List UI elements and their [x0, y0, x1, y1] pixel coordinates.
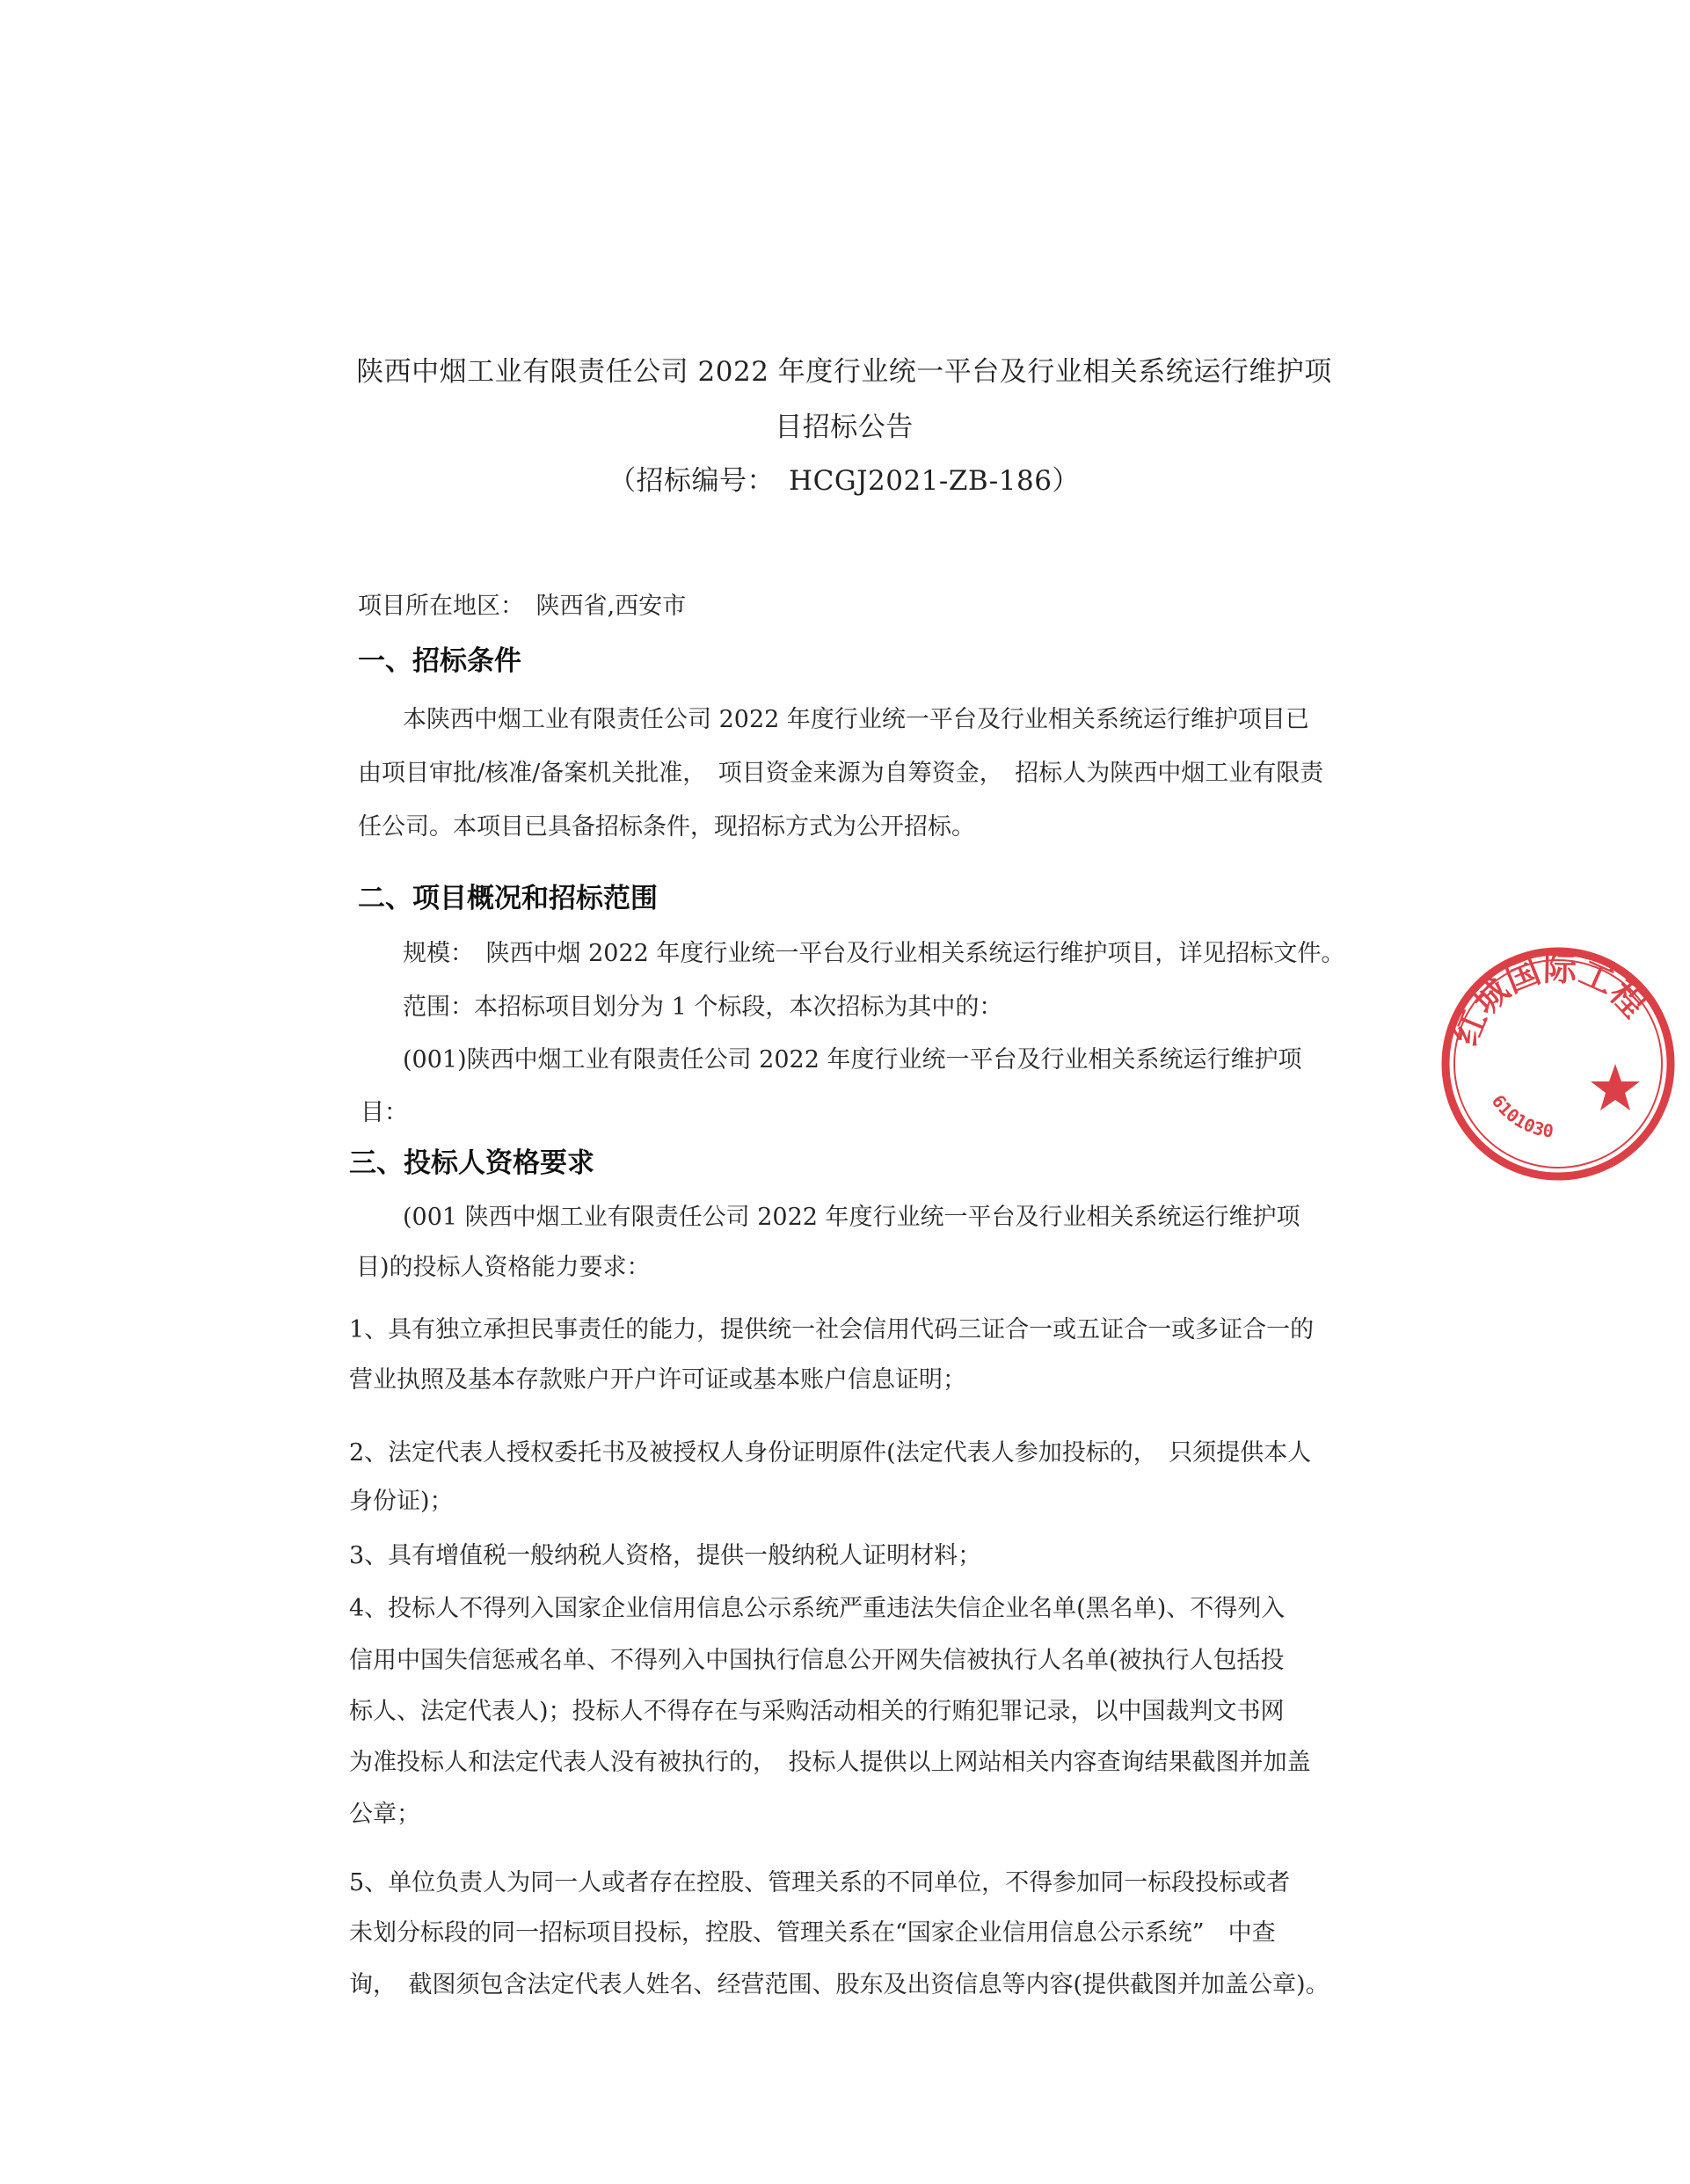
tender-number: （招标编号： HCGJ2021-ZB-186） — [608, 465, 1080, 497]
requirement-4-line: 标人、法定代表人)；投标人不得存在与采购活动相关的行贿犯罪记录，以中国裁判文书网 — [349, 1698, 1285, 1725]
section-3-heading: 三、投标人资格要求 — [349, 1147, 594, 1179]
company-seal-stamp — [1426, 932, 1690, 1196]
section-3-intro-line: (001 陕西中烟工业有限责任公司 2022 年度行业统一平台及行业相关系统运行维护项 — [403, 1204, 1300, 1231]
requirement-5-line: 询， 截图须包含法定代表人姓名、经营范围、股东及出资信息等内容(提供截图并加盖公章)。 — [349, 1971, 1329, 1998]
section-2-line: 规模： 陕西中烟 2022 年度行业统一平台及行业相关系统运行维护项目，详见招标文件。 — [403, 940, 1345, 967]
requirement-4-line: 4、投标人不得列入国家企业信用信息公示系统严重违法失信企业名单(黑名单)、不得列入 — [349, 1595, 1286, 1622]
section-2-line: (001)陕西中烟工业有限责任公司 2022 年度行业统一平台及行业相关系统运行维护项 — [403, 1046, 1302, 1074]
requirement-4-line: 为准投标人和法定代表人没有被执行的， 投标人提供以上网站相关内容查询结果截图并加盖 — [349, 1749, 1311, 1776]
requirement-5-line: 5、单位负责人为同一人或者存在控股、管理关系的不同单位，不得参加同一标段投标或者 — [349, 1869, 1291, 1896]
document-title-line-1: 陕西中烟工业有限责任公司 2022 年度行业统一平台及行业相关系统运行维护项 — [356, 356, 1332, 388]
section-2-heading: 二、项目概况和招标范围 — [358, 883, 658, 914]
section-1-heading: 一、招标条件 — [358, 645, 521, 677]
section-1-line: 任公司。本项目已具备招标条件，现招标方式为公开招标。 — [358, 813, 975, 841]
section-1-line: 由项目审批/核准/备案机关批准， 项目资金来源为自筹资金， 招标人为陕西中烟工业有限责 — [358, 760, 1324, 787]
section-2-line: 目： — [361, 1099, 408, 1126]
seal-code-text: 6101030 — [1487, 1090, 1555, 1142]
section-1-line: 本陕西中烟工业有限责任公司 2022 年度行业统一平台及行业相关系统运行维护项目已 — [403, 706, 1309, 733]
requirement-1-line: 1、具有独立承担民事责任的能力，提供统一社会信用代码三证合一或五证合一或多证合一的 — [349, 1316, 1315, 1343]
requirement-3-line: 3、具有增值税一般纳税人资格，提供一般纳税人证明材料； — [349, 1542, 982, 1569]
seal-star-icon — [1591, 1064, 1640, 1110]
requirement-1-line: 营业执照及基本存款账户开户许可证或基本账户信息证明； — [349, 1366, 966, 1394]
document-title-line-2: 目招标公告 — [775, 411, 914, 443]
section-3-intro-line: 目)的投标人资格能力要求： — [356, 1254, 651, 1281]
section-2-line: 范围：本招标项目划分为 1 个标段，本次招标为其中的： — [403, 994, 1003, 1021]
seal-name-text: 红城国际工程 — [1446, 949, 1654, 1052]
requirement-4-line: 公章； — [349, 1801, 420, 1828]
requirement-2-line: 2、法定代表人授权委托书及被授权人身份证明原件(法定代表人参加投标的， 只须提供本人 — [349, 1439, 1312, 1467]
requirement-5-line: 未划分标段的同一招标项目投标，控股、管理关系在“国家企业信用信息公示系统” 中查 — [349, 1919, 1276, 1947]
requirement-4-line: 信用中国失信惩戒名单、不得列入中国执行信息公开网失信被执行人名单(被执行人包括投 — [349, 1647, 1285, 1674]
project-location: 项目所在地区： 陕西省,西安市 — [358, 593, 687, 620]
requirement-2-line: 身份证)； — [349, 1488, 454, 1515]
